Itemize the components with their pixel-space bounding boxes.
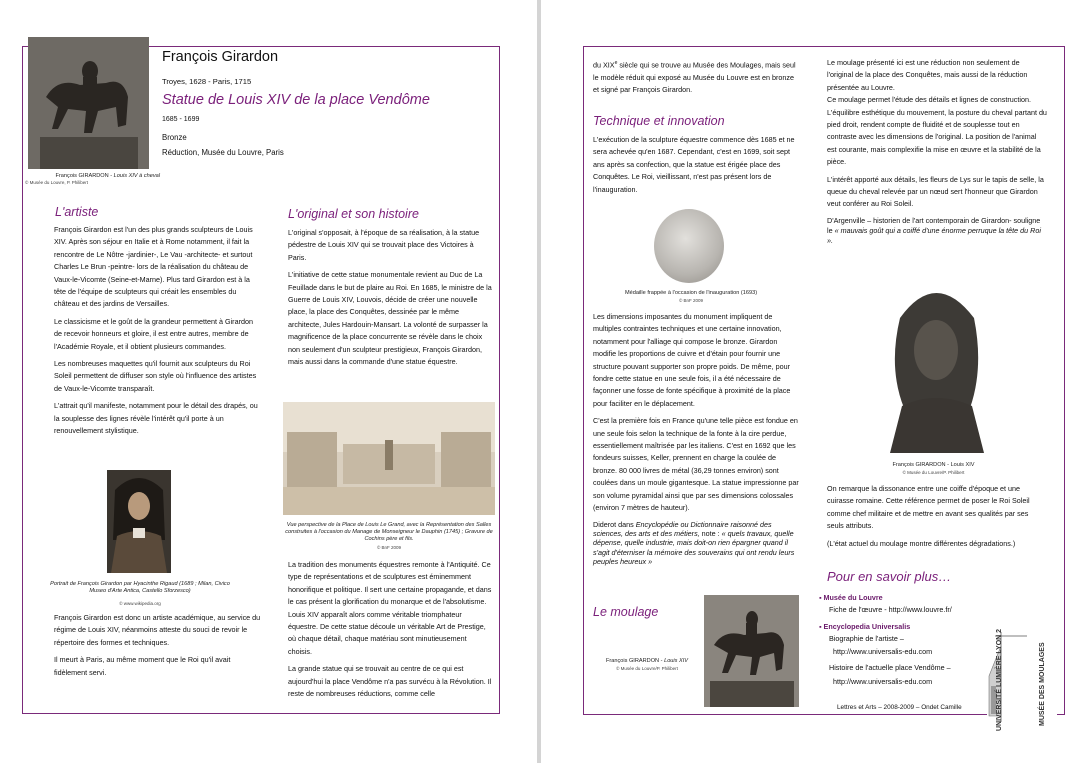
inauguration-medal-image — [654, 209, 724, 283]
medal-credit: © BnF 2009 — [678, 298, 704, 303]
paragraph: D'Argenville – historien de l'art contemporain de Girardon- souligne le « mauvais goût qui a coiffé d'une énorme perruque la tête du Roi ». — [827, 215, 1041, 245]
resource-link[interactable]: http://www.universalis-edu.com — [833, 647, 933, 657]
artist-dates: Troyes, 1628 - Paris, 1715 — [162, 77, 252, 86]
paragraph: François Girardon est l'un des plus grands sculpteurs de Louis XIV. Après son séjour en Italie et à Rome notamment, il fait la rencontre de Le Nôtre -jardinier-, Le Vau -architecte- et surtout Charles Le Brun -peintre- lors de la réalisation du château de Vaux-le-Vicomte (Seine-et-Marne). Plus tard Girardon est à la tête de l'équipe de sculpteurs qui créait les ensembles du château et des jardins de Versailles. — [54, 225, 253, 309]
place-engraving-image — [283, 402, 495, 515]
technique-text-top — [593, 134, 800, 201]
moulage-statue-image — [704, 595, 799, 707]
original-text-top — [288, 227, 492, 373]
section-heading-artiste: L'artiste — [55, 205, 99, 219]
moulage-text-bottom — [827, 483, 1047, 555]
resource-link[interactable]: Fiche de l'œuvre - http://www.louvre.fr/ — [829, 604, 952, 614]
list-item: Biographie de l'artiste – — [829, 633, 904, 643]
university-logo — [987, 628, 1057, 734]
bust-credit: © Musée du Louvre/P. Philibert — [902, 470, 965, 475]
resource-link[interactable]: http://www.universalis-edu.com — [833, 676, 933, 686]
moulage-credit: © Musée du Louvre/P. Philibert — [616, 666, 678, 671]
paragraph: Le moulage présenté ici est une réduction non seulement de l'original de la place des Conquêtes, mais aussi de la réduction présentée au Louvre. — [827, 58, 1028, 92]
paragraph: L'exécution de la sculpture équestre commence dès 1685 et ne sera achevée qu'en 1687. Cependant, c'est en 1699, soit sept ans après sa confection, que la statue est érigée place des Conquêtes. Le Roi, vieillissant, n'est pas présent lors de l'inauguration. — [593, 135, 795, 194]
resources-list — [819, 592, 989, 687]
list-item: ▪ Encyclopedia Universalis — [819, 622, 911, 632]
engraving-credit: © BnF 2009 — [376, 545, 402, 550]
paragraph: L'original s'opposait, à l'époque de sa réalisation, à la statue pédestre de Louis XIV qui se trouvait place des Victoires à Paris. — [288, 228, 480, 262]
equestrian-statue-image — [28, 37, 149, 169]
technique-text-bottom — [593, 311, 800, 572]
moulage-text — [827, 57, 1047, 251]
paragraph: On remarque la dissonance entre une coiffe d'époque et une cuirasse romaine. Cette référence permet de poser le Roi Soleil comme chef militaire et de mettre en avant ses qualités par ses seuls attributs. — [827, 484, 1030, 531]
artwork-material: Bronze — [162, 133, 187, 142]
original-text-bottom — [288, 559, 492, 705]
paragraph: La tradition des monuments équestres remonte à l'Antiquité. Ce type de représentations et de sculptures est éminemment honorifique et politique. Il sert une certaine propagande, et dans le cas présent la glorification du monarque et de l'absolutisme. Louis XIV apparaît alors comme véritable triomphateur équestre. De cette statue découle un véritable Art de Prestige, où chaque détail, chaque matériau sont minutieusement choisis. — [288, 560, 492, 656]
paragraph: François Girardon est donc un artiste académique, au service du régime de Louis XIV, néanmoins atteste du souci de revoir le répertoire des formes et techniques. — [54, 613, 261, 647]
list-item: ▪ Musée du Louvre — [819, 593, 883, 602]
section-heading-technique: Technique et innovation — [593, 114, 725, 128]
artwork-title: Statue de Louis XIV de la place Vendôme — [162, 92, 430, 108]
artiste-text-top — [54, 224, 261, 443]
header-image-caption: François GIRARDON - Louis XIV à cheval — [55, 173, 160, 179]
paragraph: Diderot dans Encyclopédie ou Dictionnaire raisonné des sciences, des arts et des métiers, note : « quels travaux, quelle dépense, quelle industrie, mais doit-on rien épargner quand il s'agit d'éterniser la mémoire des souverains qui ont rendu leurs peuples heureux » — [593, 519, 795, 567]
paragraph: L'attrait qu'il manifeste, notamment pour le détail des drapés, ou la souplesse des lignes révèle l'intérêt qu'il porte à un renouvellement stylistique. — [54, 401, 258, 436]
bust-caption: François GIRARDON - Louis XIV — [892, 462, 975, 468]
louis-xiv-bust-image — [880, 278, 993, 453]
paragraph: du XIXe siècle qui se trouve au Musée des Moulages, mais seul le modèle réduit qui exposé au Musée du Louvre est en bronze et signé par François Girardon. — [593, 60, 796, 95]
paragraph: Les nombreuses maquettes qu'il fournit aux sculpteurs du Roi Soleil permettent de diffuser son style où l'influence des artistes de Vaux-le-Vicomte transparaît. — [54, 359, 257, 393]
paragraph: La grande statue qui se trouvait au centre de ce qui est aujourd'hui la place Vendôme n'a pas survécu à la Révolution. Il reste de nombreuses réductions, comme celle — [288, 664, 492, 699]
header-image-credit: © Musée du Louvre, P. Philibert — [25, 180, 89, 185]
resource-universalis — [819, 621, 989, 687]
artist-name: François Girardon — [162, 49, 279, 65]
document-page-1 — [0, 0, 537, 763]
artwork-collection: Réduction, Musée du Louvre, Paris — [162, 148, 284, 157]
section-heading-original: L'original et son histoire — [288, 207, 419, 221]
girardon-portrait-image — [107, 470, 171, 573]
paragraph: C'est la première fois en France qu'une telle pièce est fondue en une seule fois selon la technique de la fonte à la cire perdue, essentiellement maîtrisée par les italiens. C'est en 1692 que les fondeurs suisses, Keller, prennent en charge la coulée de bronze. 80 000 livres de métal (36,29 tonnes environ) sont coulées dans un moule gigantesque. La statue impressionne par son volume pyramidal ainsi que par ses dimensions colossales (environ 7 mètres de hauteur). — [593, 416, 799, 513]
page2-intro-text — [593, 57, 800, 102]
paragraph: Le classicisme et le goût de la grandeur permettent à Girardon de recevoir honneurs et gloire, il est entre autres, membre de l'Académie Royale, et il obtient plusieurs commandes. — [54, 316, 253, 351]
logo-university-text: UNIVERSITÉ LUMIÈRE LYON 2 — [996, 628, 1003, 731]
paragraph: (L'état actuel du moulage montre différentes dégradations.) — [827, 538, 1016, 548]
portrait-credit: © www.wikipedia.org — [119, 601, 161, 606]
paragraph: L'intérêt apporté aux détails, les fleurs de Lys sur le tapis de selle, la queue du cheval relevée par un nœud sert l'honneur que Girardon veut conférer au Roi Soleil. — [827, 174, 1044, 209]
paragraph: Les dimensions imposantes du monument impliquent de multiples contraintes techniques et une certaine innovation, notamment pour l'alliage qui compose le bronze. Girardon modifie les proportions de cuivre et d'étain pour fournir une structure pouvant supporter son propre poids. De même, pour fondre cette statue en une seule fois, il a été nécessaire de façonner une fosse de fonte spécifique à proximité de la place pour faciliter en le déplacement. — [593, 312, 791, 408]
section-heading-savoir: Pour en savoir plus… — [827, 569, 952, 584]
artwork-dates: 1685 - 1699 — [162, 116, 200, 123]
logo-musee-text: MUSÉE DES MOULAGES — [1039, 642, 1046, 726]
list-item: Histoire de l'actuelle place Vendôme – — [829, 662, 951, 672]
engraving-caption: Vue perspective de la Place de Louis Le Grand, avec la Représentation des Salles construites à l'occasion du Manage de Monseigneur le Dauphin (1745) ; Gravure de Cochins père et fils. — [285, 522, 493, 542]
portrait-caption: Portrait de François Girardon par Hyacinthe Rigaud (1689 ; Milan, Civico Museo d'Arte Antica, Castello Sforzesco) — [50, 581, 230, 594]
resource-louvre — [819, 592, 989, 615]
section-heading-moulage: Le moulage — [593, 605, 659, 619]
paragraph: Il meurt à Paris, au même moment que le Roi qu'il avait fidèlement servi. — [54, 655, 231, 677]
footer-credit: Lettres et Arts – 2008-2009 – Ondet Camille — [837, 704, 962, 711]
moulage-caption: François GIRARDON - Louis XIV — [605, 658, 689, 664]
medal-caption: Médaille frappée à l'occasion de l'inauguration (1693) — [624, 290, 758, 296]
document-page-2 — [541, 0, 1080, 763]
artiste-text-bottom — [54, 612, 261, 684]
paragraph: L'initiative de cette statue monumentale revient au Duc de La Feuillade dans le but de plaire au Roi. En 1685, le ministre de la Guerre de Louis XIV, Louvois, décide de créer une nouvelle place, la place des Conquêtes, dessinée par le même architecte, Jules Hardouin-Mansart. La volonté de surpasser la magnificence de la place concurrente se révèle dans le choix non seulement d'un sculpteur prestigieux, François Girardon, mais aussi dans la commande d'une statue équestre. — [288, 270, 492, 367]
paragraph: Ce moulage permet l'étude des détails et lignes de construction. L'équilibre esthétique du mouvement, la posture du cheval partant du pied droit, rendent compte de fluidité et de souplesse tout en contraste avec les dimensions de l'original. La position de l'animal est courante, mais complexifie la mise en œuvre et la stabilité de la pièce. — [827, 95, 1047, 167]
